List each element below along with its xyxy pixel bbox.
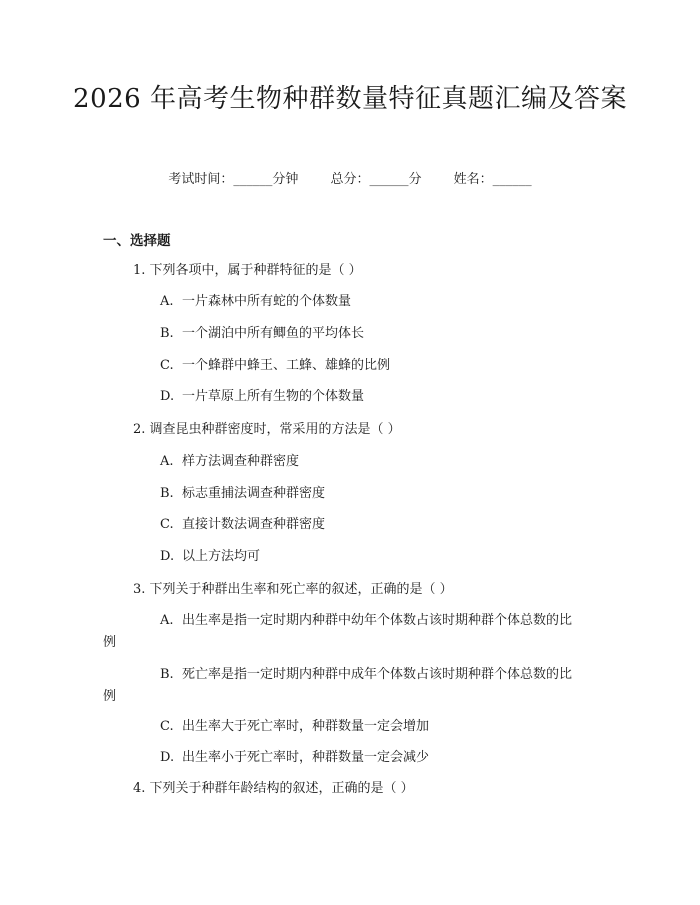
q3-option-a: A. 出生率是指一定时期内种群中幼年个体数占该时期种群个体总数的比 xyxy=(160,613,573,628)
exam-time-label: 考试时间： xyxy=(168,172,234,187)
total-score-label: 总分： xyxy=(330,172,370,187)
section-heading: 一、选择题 xyxy=(103,233,171,249)
question-1: 1. 下列各项中，属于种群特征的是（ ） xyxy=(133,263,362,278)
exam-time-field xyxy=(168,168,298,187)
exam-time-blank: ______分钟 xyxy=(233,172,299,187)
q2-option-d: D. 以上方法均可 xyxy=(160,549,261,564)
q2-option-a: A. 样方法调查种群密度 xyxy=(160,454,300,469)
q2-option-c: C. 直接计数法调查种群密度 xyxy=(160,517,326,532)
q3-option-b: B. 死亡率是指一定时期内种群中成年个体数占该时期种群个体总数的比 xyxy=(160,667,573,682)
question-2: 2. 调查昆虫种群密度时，常采用的方法是（ ） xyxy=(133,422,401,437)
page-title: 2026 年高考生物种群数量特征真题汇编及答案 xyxy=(73,84,627,114)
student-name-field xyxy=(454,168,532,187)
q3-option-a-continuation: 例 xyxy=(103,635,117,650)
student-name-blank: ______ xyxy=(492,172,532,187)
total-score-blank: ______分 xyxy=(369,172,422,187)
total-score-field xyxy=(330,168,421,187)
q3-option-b-continuation: 例 xyxy=(103,689,117,704)
question-3: 3. 下列关于种群出生率和死亡率的叙述，正确的是（ ） xyxy=(133,582,453,597)
q1-option-d: D. 一片草原上所有生物的个体数量 xyxy=(160,389,365,404)
q1-option-b: B. 一个湖泊中所有鲫鱼的平均体长 xyxy=(160,326,365,341)
question-4: 4. 下列关于种群年龄结构的叙述，正确的是（ ） xyxy=(133,781,414,796)
q3-option-c: C. 出生率大于死亡率时，种群数量一定会增加 xyxy=(160,719,430,734)
student-name-label: 姓名： xyxy=(453,172,493,187)
q3-option-d: D. 出生率小于死亡率时，种群数量一定会减少 xyxy=(160,750,430,765)
q1-option-a: A. 一片森林中所有蛇的个体数量 xyxy=(160,294,352,309)
q1-option-c: C. 一个蜂群中蜂王、工蜂、雄蜂的比例 xyxy=(160,358,391,373)
exam-info-row xyxy=(0,168,700,187)
q2-option-b: B. 标志重捕法调查种群密度 xyxy=(160,486,326,501)
